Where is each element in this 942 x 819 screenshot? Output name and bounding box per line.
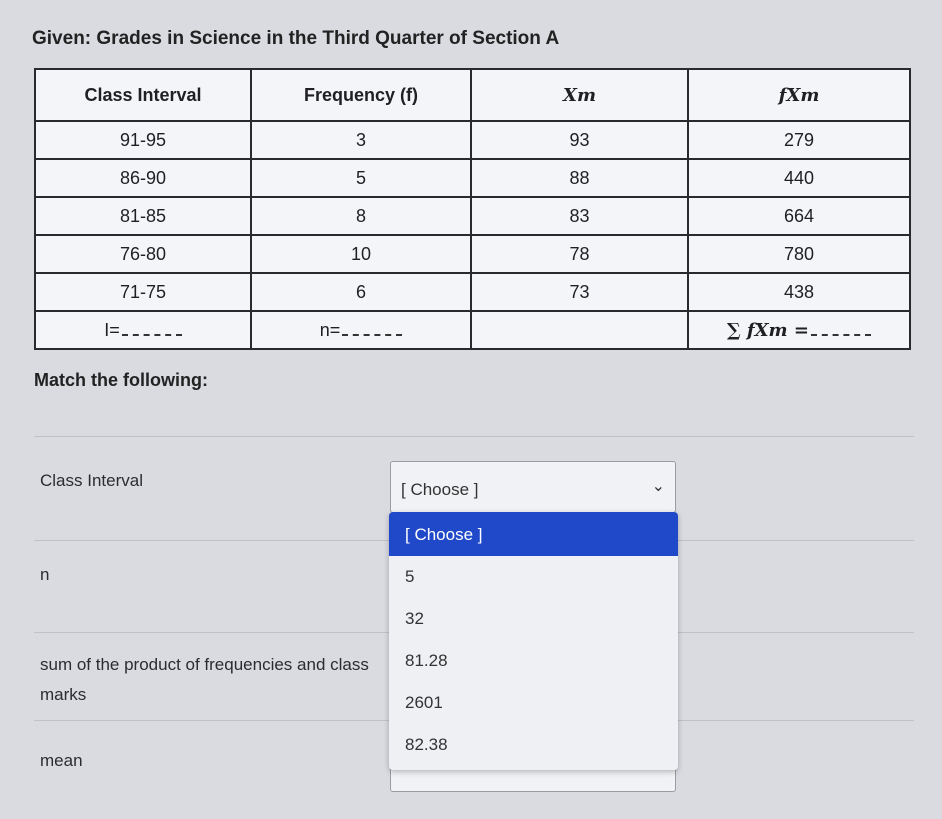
- grades-table: [34, 68, 911, 350]
- match-label-n: n: [40, 565, 50, 584]
- divider: [34, 436, 914, 437]
- i-label: I=: [104, 319, 120, 340]
- dropdown-option[interactable]: 82.38: [405, 735, 448, 754]
- cell-xm: 78: [471, 235, 688, 273]
- dropdown-option[interactable]: 5: [405, 567, 415, 586]
- footer-n-cell: [251, 311, 471, 349]
- dropdown-option[interactable]: 32: [405, 609, 424, 628]
- header-class-interval: Class Interval: [35, 69, 251, 121]
- header-xm: Xm: [471, 69, 688, 121]
- sum-label: ∑ fXm =: [727, 319, 809, 341]
- dropdown-option[interactable]: 2601: [405, 693, 443, 712]
- header-frequency: Frequency (f): [251, 69, 471, 121]
- match-label-class-interval: Class Interval: [40, 471, 143, 490]
- cell-frequency: 10: [251, 235, 471, 273]
- cell-fxm: 664: [688, 197, 910, 235]
- cell-class-interval: 91-95: [35, 121, 251, 159]
- footer-sum-cell: [688, 311, 910, 349]
- n-blank: [342, 334, 402, 336]
- match-title: Match the following:: [34, 370, 208, 390]
- header-fxm: fXm: [688, 69, 910, 121]
- cell-fxm: 440: [688, 159, 910, 197]
- footer-empty-cell: [471, 311, 688, 349]
- cell-xm: 83: [471, 197, 688, 235]
- i-blank: [122, 334, 182, 336]
- select-value: [ Choose ]: [401, 480, 479, 499]
- class-interval-select[interactable]: [390, 461, 676, 513]
- dropdown-option-choose[interactable]: [ Choose ]: [389, 512, 678, 556]
- cell-xm: 93: [471, 121, 688, 159]
- page-title: Given: Grades in Science in the Third Quarter of Section A: [32, 28, 560, 49]
- cell-fxm: 438: [688, 273, 910, 311]
- cell-frequency: 5: [251, 159, 471, 197]
- cell-xm: 88: [471, 159, 688, 197]
- cell-xm: 73: [471, 273, 688, 311]
- cell-fxm: 780: [688, 235, 910, 273]
- cell-class-interval: 76-80: [35, 235, 251, 273]
- n-label: n=: [319, 319, 341, 340]
- table-header-row: [35, 69, 910, 121]
- table-row: [35, 235, 910, 273]
- cell-frequency: 8: [251, 197, 471, 235]
- table-row: [35, 159, 910, 197]
- table-row: [35, 197, 910, 235]
- footer-i-cell: [35, 311, 251, 349]
- sum-blank: [811, 334, 871, 336]
- table-footer-row: [35, 311, 910, 349]
- cell-class-interval: 86-90: [35, 159, 251, 197]
- options-dropdown: [389, 512, 678, 770]
- dropdown-option[interactable]: 81.28: [405, 651, 448, 670]
- cell-frequency: 6: [251, 273, 471, 311]
- chevron-down-icon: ⌄: [651, 478, 665, 495]
- cell-frequency: 3: [251, 121, 471, 159]
- cell-class-interval: 71-75: [35, 273, 251, 311]
- match-label-mean: mean: [40, 751, 83, 770]
- table-row: [35, 273, 910, 311]
- cell-fxm: 279: [688, 121, 910, 159]
- cell-class-interval: 81-85: [35, 197, 251, 235]
- table-row: [35, 121, 910, 159]
- match-label-sum: sum of the product of frequencies and class marks: [40, 655, 369, 704]
